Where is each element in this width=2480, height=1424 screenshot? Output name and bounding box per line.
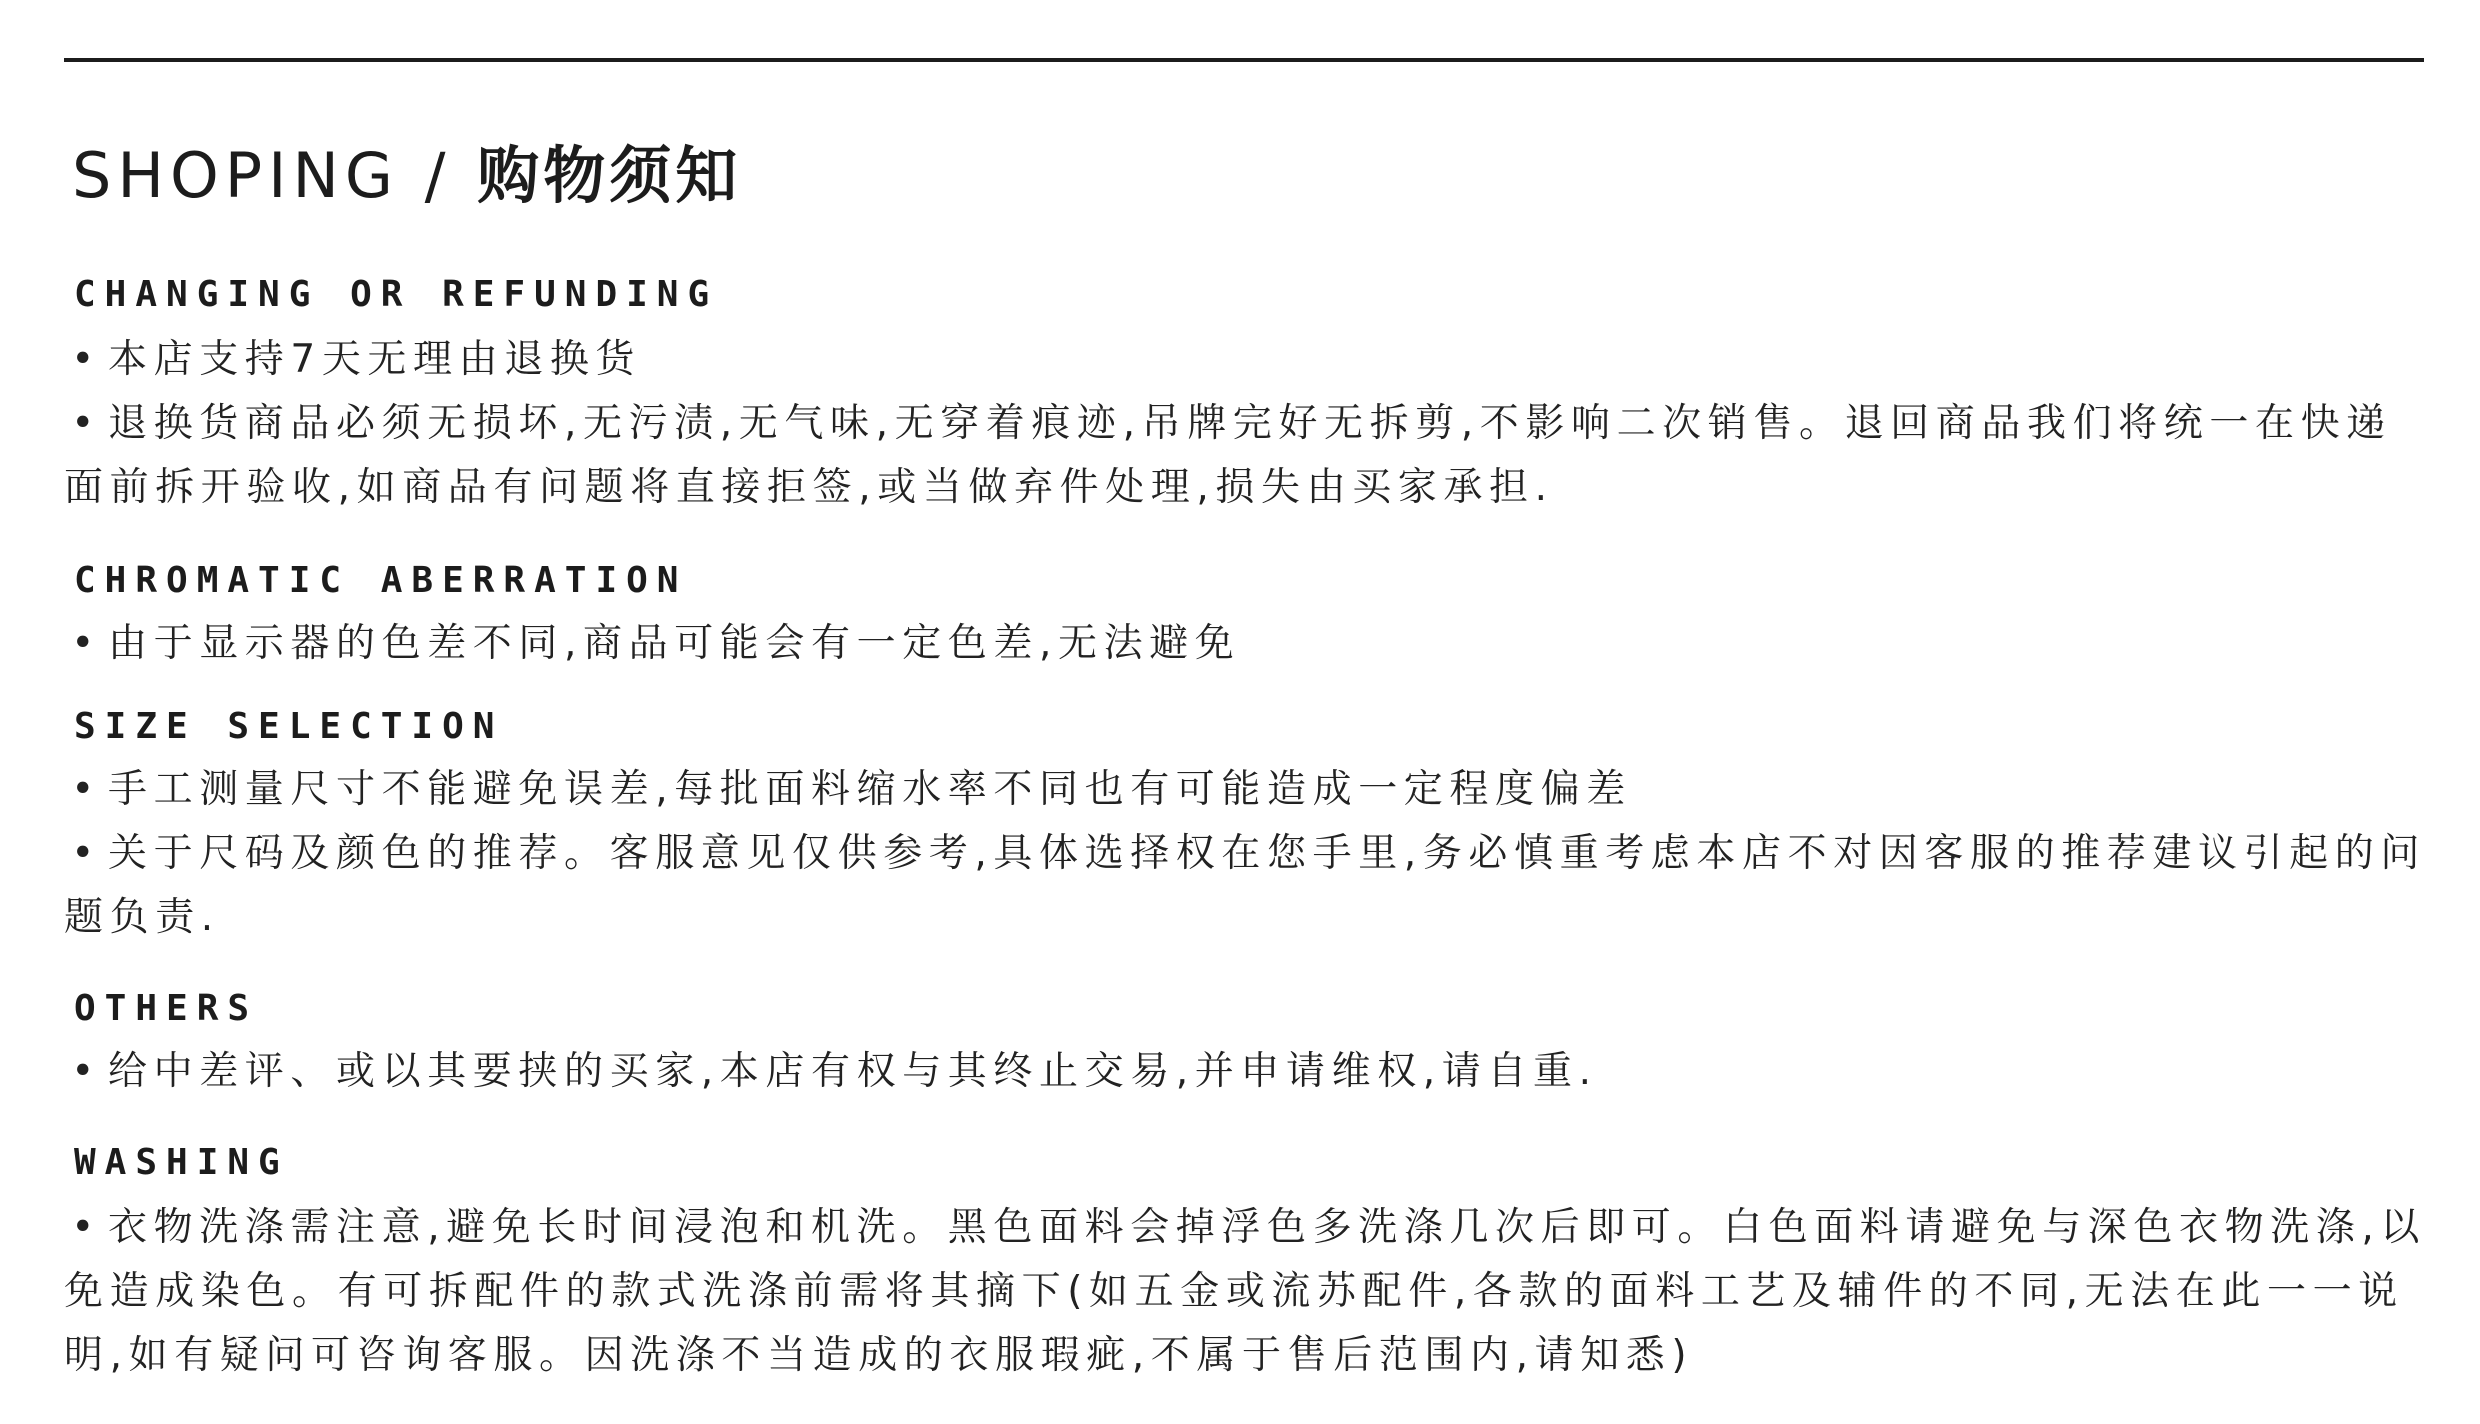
bullet-icon (64, 1196, 108, 1260)
list-item (64, 1196, 2434, 1388)
top-divider (64, 58, 2424, 62)
bullet-icon (64, 1040, 108, 1104)
section-heading-chromatic-aberration: CHROMATIC ABERRATION (74, 560, 688, 601)
list-item (64, 1040, 2434, 1104)
list-item (64, 392, 2434, 520)
section-heading-others: OTHERS (74, 988, 259, 1029)
bullet-icon (64, 822, 108, 886)
bullet-icon (64, 612, 108, 676)
list-item-text: 给中差评、或以其要挟的买家,本店有权与其终止交易,并申请维权,请自重. (108, 1049, 1598, 1094)
section-heading-size-selection: SIZE SELECTION (74, 706, 504, 747)
page-title (72, 128, 741, 224)
bullet-icon (64, 392, 108, 456)
page-title-cn: 购物须知 (477, 139, 742, 212)
list-item (64, 758, 2434, 822)
bullet-icon (64, 328, 108, 392)
list-item-text: 退换货商品必须无损坏,无污渍,无气味,无穿着痕迹,吊牌完好无拆剪,不影响二次销售。退回商品我们将统一在快递面前拆开验收,如商品有问题将直接拒签,或当做弃件处理,损失由买家承担. (64, 401, 2392, 510)
page-title-en: SHOPING / (72, 139, 452, 212)
section-heading-changing-or-refunding: CHANGING OR REFUNDING (74, 274, 719, 315)
list-item (64, 612, 2434, 676)
bullet-icon (64, 758, 108, 822)
list-item (64, 328, 2434, 392)
list-item-text: 由于显示器的色差不同,商品可能会有一定色差,无法避免 (108, 621, 1241, 666)
list-item-text: 手工测量尺寸不能避免误差,每批面料缩水率不同也有可能造成一定程度偏差 (108, 767, 1632, 812)
list-item-text: 本店支持7天无理由退换货 (108, 337, 642, 382)
list-item-text: 衣物洗涤需注意,避免长时间浸泡和机洗。黑色面料会掉浮色多洗涤几次后即可。白色面料请避免与深色衣物洗涤,以免造成染色。有可拆配件的款式洗涤前需将其摘下(如五金或流苏配件,各款的面料工艺及辅件的不同,无法在此一一说明,如有疑问可咨询客服。因洗涤不当造成的衣服瑕疵,不属于售后范围内,请知悉) (64, 1205, 2426, 1378)
list-item (64, 822, 2434, 950)
section-heading-washing: WASHING (74, 1142, 289, 1183)
list-item-text: 关于尺码及颜色的推荐。客服意见仅供参考,具体选择权在您手里,务必慎重考虑本店不对因客服的推荐建议引起的问题负责. (64, 831, 2426, 940)
